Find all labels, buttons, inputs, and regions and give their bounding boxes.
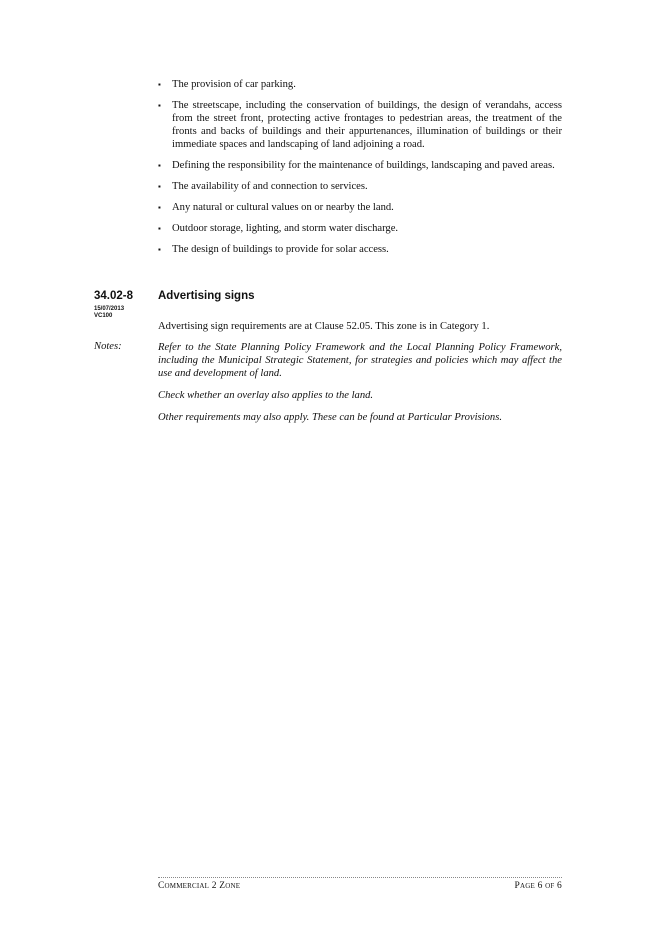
clause-amendment: VC100 <box>94 313 113 319</box>
bullet-text: The availability of and connection to services. <box>172 181 368 192</box>
footer-title: Commercial 2 Zone <box>158 881 241 891</box>
list-item <box>158 78 562 91</box>
bullet-icon: ▪ <box>158 182 161 191</box>
list-item <box>158 201 562 214</box>
clause-body: Advertising sign requirements are at Clause 52.05. This zone is in Category 1. <box>158 321 490 332</box>
bullet-list <box>158 78 562 264</box>
bullet-text: Any natural or cultural values on or nearby the land. <box>172 202 394 213</box>
bullet-icon: ▪ <box>158 203 161 212</box>
bullet-icon: ▪ <box>158 101 161 110</box>
page-number: Page 6 of 6 <box>514 881 562 891</box>
bullet-text: The design of buildings to provide for solar access. <box>172 244 389 255</box>
list-item <box>158 180 562 193</box>
notes-label: Notes: <box>94 341 122 352</box>
bullet-text: Defining the responsibility for the maintenance of buildings, landscaping and paved areas. <box>172 160 555 171</box>
bullet-text: The streetscape, including the conservation of buildings, the design of verandahs, access from the street front, protecting active frontages to pedestrian areas, the treatment of the fronts and backs of buildings and their appurtenances, illumination of buildings or their immediate spaces and landscaping of land adjoining a road. <box>172 100 562 150</box>
note-paragraph: Other requirements may also apply. These can be found at Particular Provisions. <box>158 412 502 423</box>
bullet-icon: ▪ <box>158 245 161 254</box>
bullet-icon: ▪ <box>158 80 161 89</box>
list-item <box>158 222 562 235</box>
list-item <box>158 99 562 151</box>
clause-number: 34.02-8 <box>94 290 134 302</box>
note-paragraph: Refer to the State Planning Policy Framework and the Local Planning Policy Framework, including the Municipal Strategic Statement, for strategies and policies which may affect the use and development of land. <box>158 342 562 379</box>
clause-date: 15/07/2013 <box>94 306 125 312</box>
bullet-text: The provision of car parking. <box>172 79 296 90</box>
bullet-icon: ▪ <box>158 161 161 170</box>
list-item <box>158 159 562 172</box>
notes-section <box>158 341 562 433</box>
bullet-icon: ▪ <box>158 224 161 233</box>
clause-title: Advertising signs <box>158 290 255 302</box>
footer-divider <box>158 877 562 878</box>
list-item <box>158 243 562 256</box>
note-paragraph: Check whether an overlay also applies to the land. <box>158 390 374 401</box>
bullet-text: Outdoor storage, lighting, and storm water discharge. <box>172 223 399 234</box>
clause-amendment-info <box>94 306 124 320</box>
